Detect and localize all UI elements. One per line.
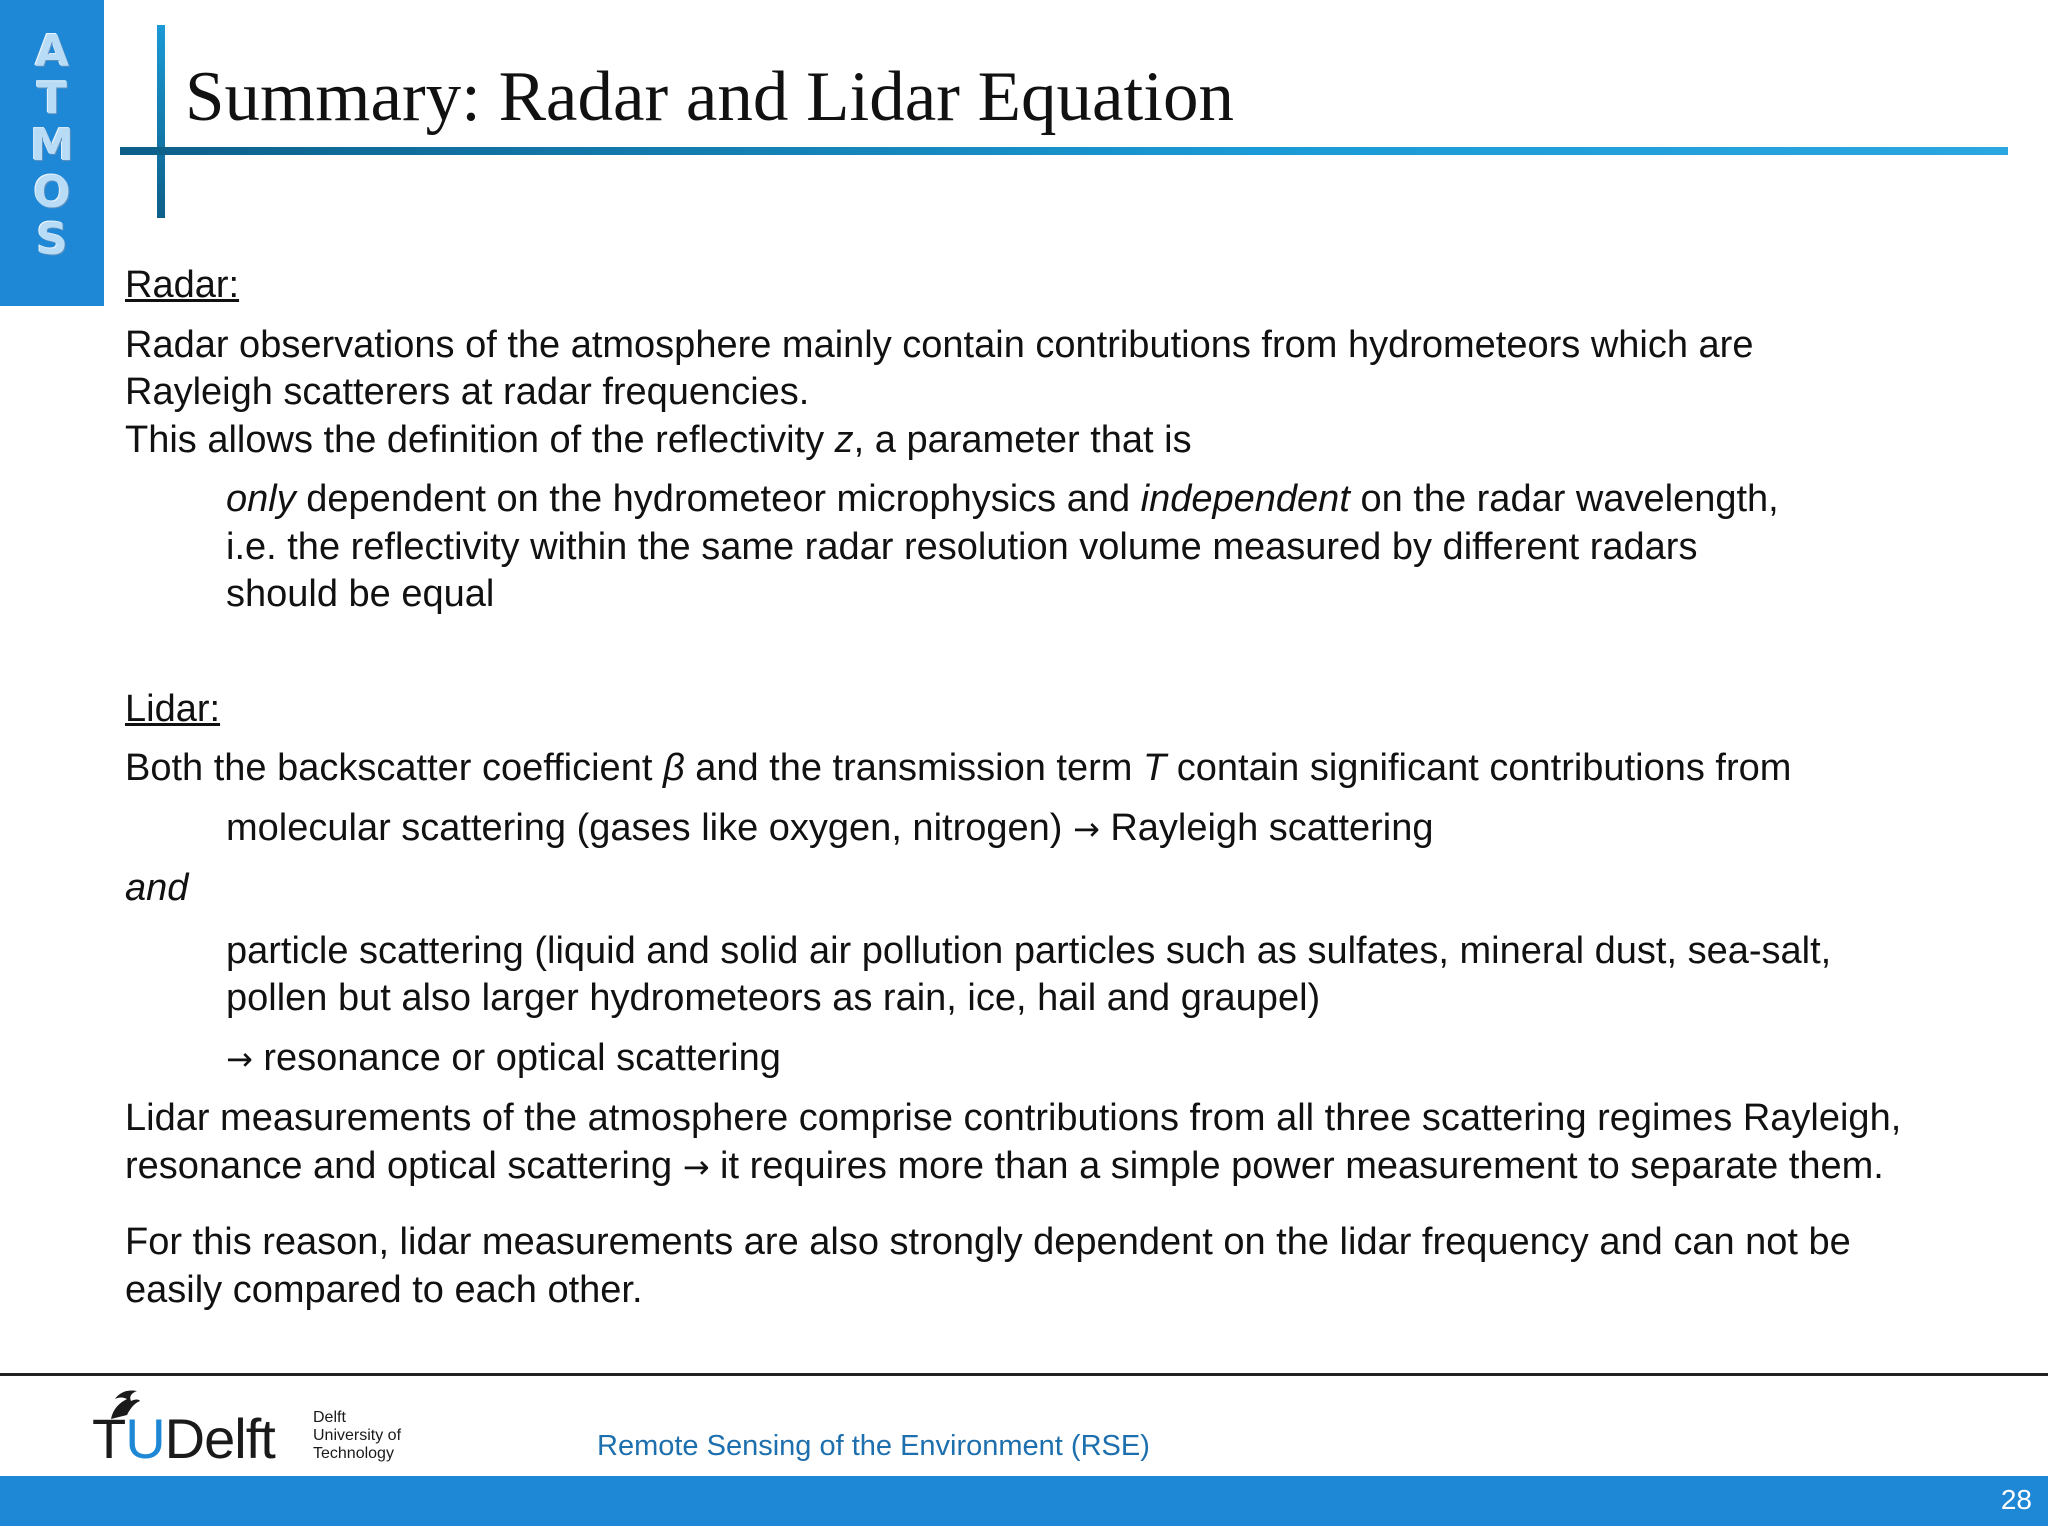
title-horizontal-rule [120,147,2008,155]
lidar-and-connector [125,865,2005,913]
radar-heading: Radar: [125,264,240,306]
text-run: and the transmission term [684,747,1143,789]
atmos-letter: S [36,214,68,265]
text-run: easily compared to each other. [125,1268,643,1311]
lidar-heading: Lidar: [125,687,221,730]
text-run: Radar observations of the atmosphere mainly contain contributions from hydrometeors which are [125,323,1754,366]
lidar-indented-line [125,975,2005,1023]
text-run: molecular scattering (gases like oxygen, nitrogen) [226,806,1073,849]
page-number: 28 [2000,1484,2032,1515]
text-run: it requires more than a simple power measurement to separate them. [709,1144,1884,1187]
course-name: Remote Sensing of the Environment (RSE) [597,1430,1150,1462]
text-run: dependent on the hydrometeor microphysics and [295,478,1141,520]
text-run: Rayleigh scatterers at radar frequencies. [125,371,810,413]
text-run: should be equal [226,573,495,615]
reflectivity-symbol: z [834,418,854,461]
radar-indented-line [125,476,2005,524]
lidar-paragraph-line [125,1143,2005,1192]
arrow-right-icon: → [682,1147,710,1186]
lidar-indented-line [125,805,2005,854]
text-run: resonance and optical scattering [125,1144,683,1187]
radar-paragraph-line [125,417,2005,465]
logo-sub-line: Technology [313,1445,394,1462]
text-run: pollen but also larger hydrometeors as rain, ice, hail and graupel) [226,977,1321,1019]
text-run: on the radar wavelength, [1349,478,1779,520]
text-run: , a parameter that is [853,418,1192,461]
lidar-indented-line [125,928,2005,976]
emphasis-independent: independent [1140,478,1350,520]
logo-delft: Delft [164,1407,275,1470]
title-vertical-rule [157,25,165,218]
emphasis-only: only [226,478,296,520]
slide-body [125,262,2005,1314]
atmos-side-block [0,0,104,306]
logo-u: U [125,1407,165,1470]
and-word: and [125,867,189,909]
arrow-right-icon: → [226,1039,253,1078]
text-run: This allows the definition of the reflectivity [125,418,835,461]
transmission-symbol: T [1142,747,1167,789]
text-run: i.e. the reflectivity within the same radar resolution volume measured by different radars [226,525,1698,568]
footer-divider [0,1373,2048,1376]
logo-wordmark [92,1409,275,1469]
text-run: contain significant contributions from [1166,747,1792,789]
slide-title: Summary: Radar and Lidar Equation [185,58,1234,136]
logo-sub-line: Delft [313,1409,346,1426]
radar-paragraph-line [125,322,2005,370]
text-run: Both the backscatter coefficient [125,747,663,789]
logo-subtitle [313,1409,401,1463]
lidar-paragraph-line [125,1267,2005,1315]
text-run: For this reason, lidar measurements are also strongly dependent on the lidar frequency and can not be [125,1221,1851,1263]
atmos-letter: T [36,73,67,124]
logo-sub-line: University of [313,1427,402,1444]
text-run: Rayleigh scattering [1099,806,1434,849]
lidar-paragraph-line [125,745,2005,793]
atmos-letter: O [33,167,71,218]
lidar-paragraph-line [125,1095,2005,1143]
atmos-letter: A [34,26,70,77]
atmos-vertical-label [0,28,104,263]
atmos-letter: M [30,120,74,171]
text-run: particle scattering (liquid and solid air pollution particles such as sulfates, mineral dust, sea-salt, [226,929,1832,972]
text-run: resonance or optical scattering [252,1036,781,1079]
logo-t: T [92,1407,126,1470]
footer-strip [0,1524,2048,1536]
arrow-right-icon: → [1072,809,1100,848]
text-run: Lidar measurements of the atmosphere comprise contributions from all three scattering regimes Rayleigh, [125,1097,1902,1139]
beta-symbol: β [662,747,685,789]
lidar-paragraph-line [125,1219,2005,1267]
radar-indented-line [125,571,2005,619]
tu-delft-logo [92,1385,422,1470]
radar-paragraph-line [125,369,2005,417]
radar-indented-line [125,524,2005,572]
footer-bar [0,1476,2048,1524]
lidar-indented-line [125,1035,2005,1084]
